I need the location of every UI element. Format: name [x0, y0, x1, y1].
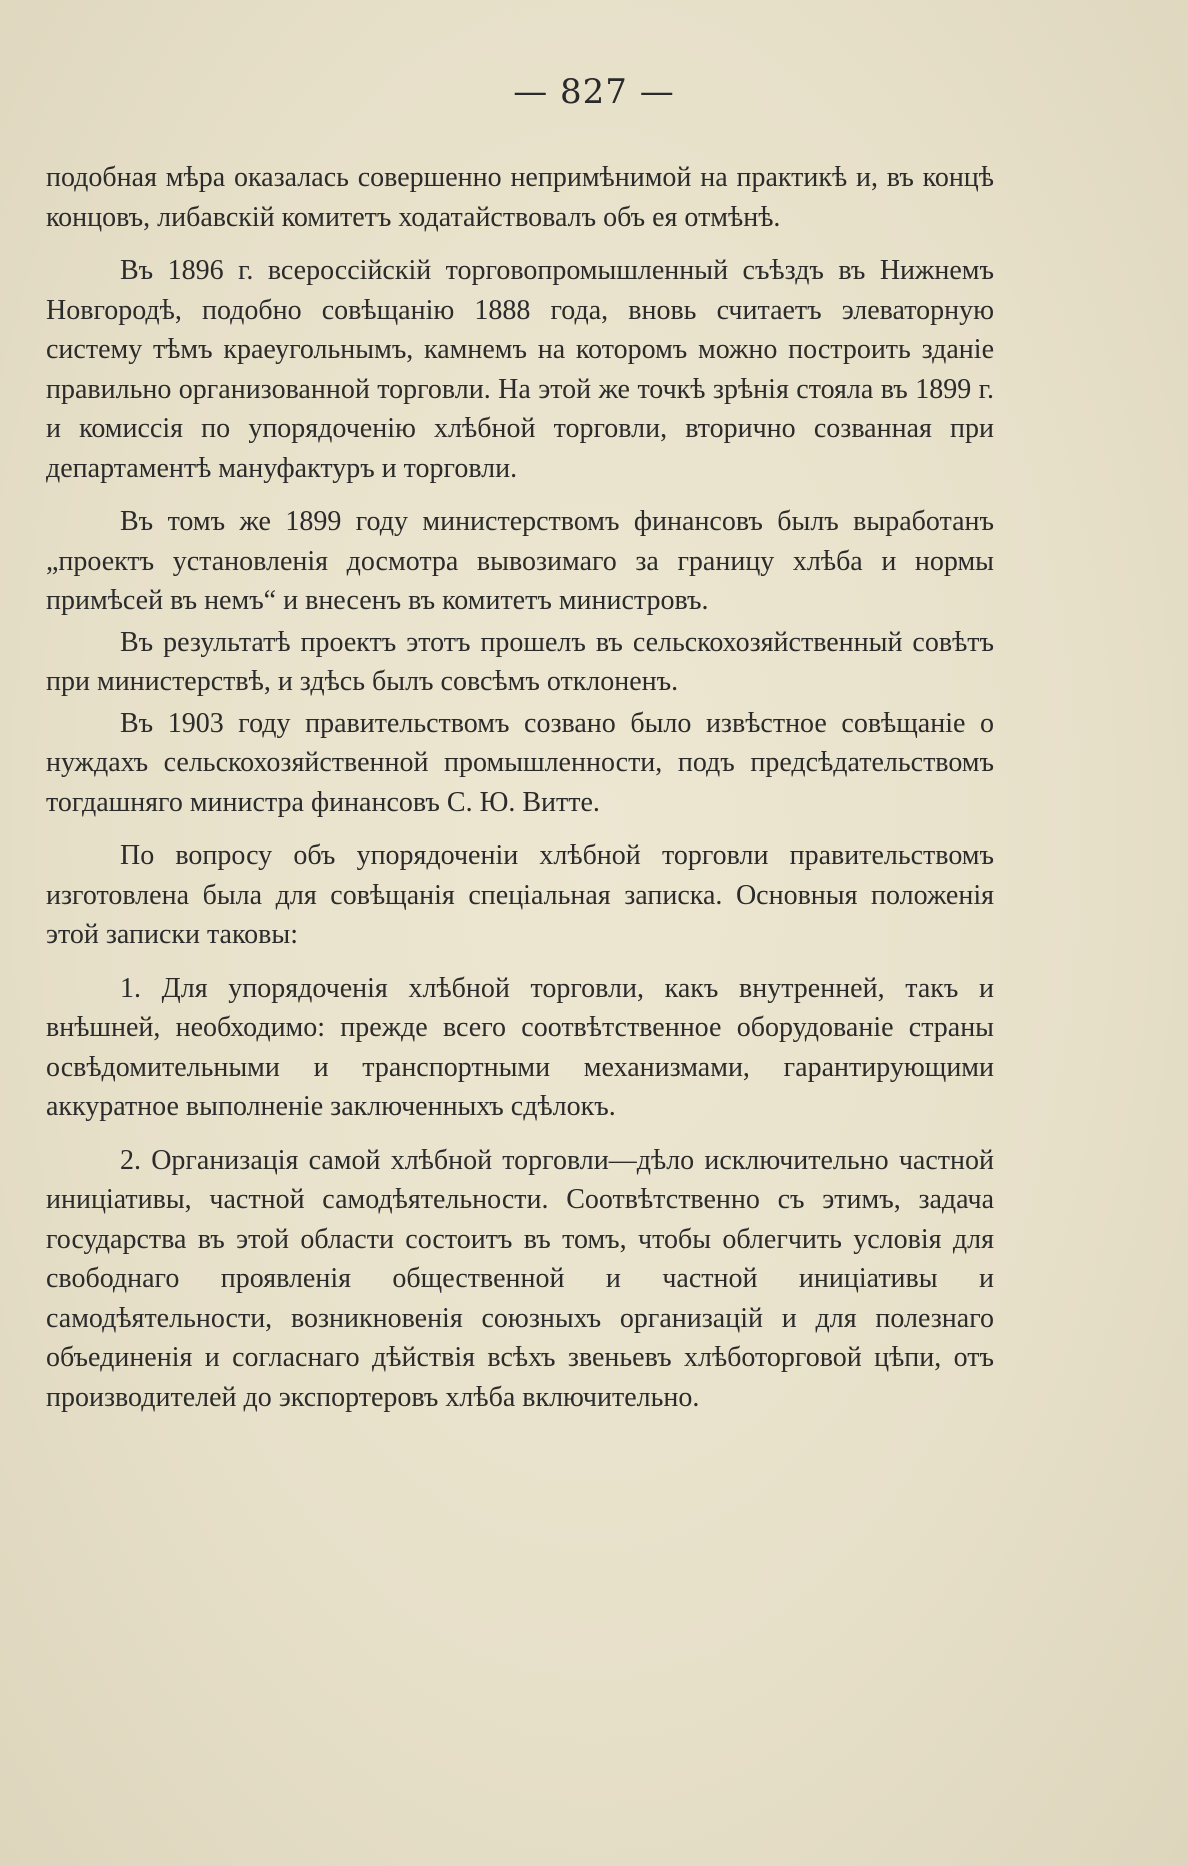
paragraph-memorandum-intro: По вопросу объ упорядоченіи хлѣбной торговли правительствомъ изготовлена была для совѣщанія спеціальная записка. Основныя положенія этой записки таковы:: [46, 840, 994, 950]
page-number: — 827 —: [513, 72, 675, 112]
paragraph-1903-meeting: Въ 1903 году правительствомъ созвано было извѣстное совѣщаніе о нуждахъ сельскохозяйственной промышленности, подъ предсѣдательствомъ тогдашняго министра финансовъ С. Ю. Витте.: [46, 707, 994, 818]
paragraph-1899-project: Въ томъ же 1899 году министерствомъ финансовъ былъ выработанъ „проектъ установленія досмотра вывозимаго за границу хлѣба и нормы примѣсей въ немъ“ и внесенъ въ комитетъ министровъ.: [46, 506, 994, 616]
paragraph-continuation: подобная мѣра оказалась совершенно непримѣнимой на практикѣ и, въ концѣ концовъ, либавскій комитетъ ходатайствовалъ объ ея отмѣнѣ.: [46, 162, 994, 233]
paragraph-point-2: 2. Организація самой хлѣбной торговли—дѣло исключительно частной иниціативы, частной самодѣятельности. Соотвѣтственно съ этимъ, задача государства въ этой области состоитъ въ томъ, чтобы облегчить условія для свободнаго проявленія общественной и частной иниціативы и самодѣятельности, возникновенія союзныхъ организацій и для полезнаго объединенія и согласнаго дѣйствія всѣхъ звеньевъ хлѣботорговой цѣпи, отъ производителей до экспортеровъ хлѣба включительно.: [46, 1144, 994, 1413]
body-text: [46, 158, 994, 1417]
paragraph-point-1: 1. Для упорядоченія хлѣбной торговли, какъ внутренней, такъ и внѣшней, необходимо: прежде всего соотвѣтственное оборудованіе страны освѣдомительными и транспортными механизмами, гарантирующими аккуратное выполненіе заключенныхъ сдѣлокъ.: [46, 972, 994, 1122]
paragraph-1896-congress: Въ 1896 г. всероссійскій торговопромышленный съѣздъ въ Нижнемъ Новгородѣ, подобно совѣщанію 1888 года, вновь считаетъ элеваторную систему тѣмъ краеугольнымъ, камнемъ на которомъ можно построить зданіе правильно организованной торговли. На этой же точкѣ зрѣнія стояла въ 1899 г. и комиссія по упорядоченію хлѣбной торговли, вторично созванная при департаментѣ мануфактуръ и торговли.: [46, 255, 994, 484]
paragraph-result: Въ результатѣ проектъ этотъ прошелъ въ сельскохозяйственный совѣтъ при министерствѣ, и здѣсь былъ совсѣмъ отклоненъ.: [46, 626, 994, 697]
